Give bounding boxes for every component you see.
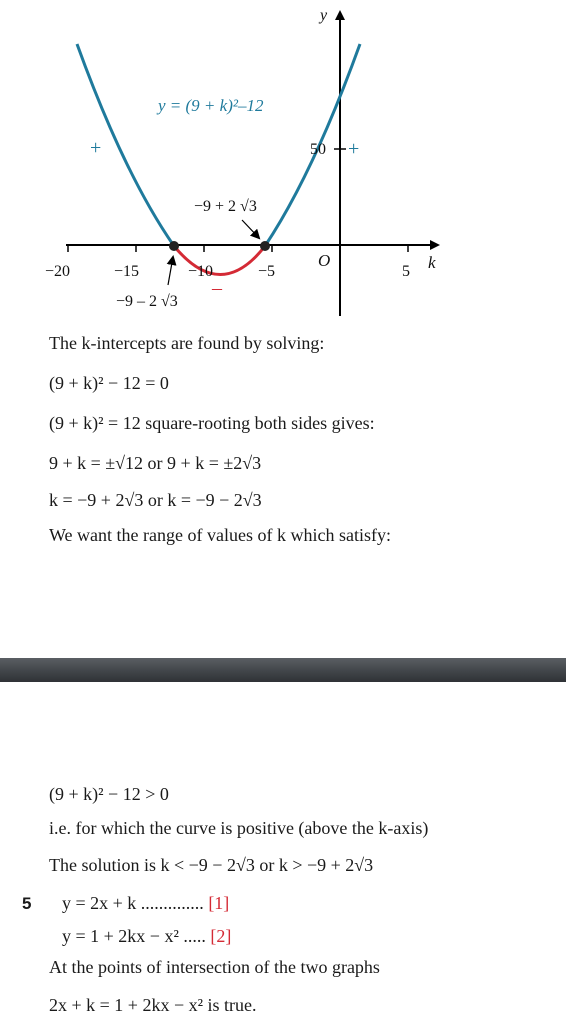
equation-a: y = 2x + k ..............	[62, 893, 204, 913]
x-tick-label-5: 5	[402, 263, 410, 280]
y-axis-label: y	[320, 7, 328, 24]
x-tick-label-neg5: −5	[258, 263, 276, 280]
equation-4: k = −9 + 2√3 or k = −9 − 2√3	[49, 490, 262, 510]
intro-text: The k-intercepts are found by solving:	[49, 333, 325, 353]
solution-text: The solution is k < −9 − 2√3 or k > −9 + 2√3	[49, 855, 374, 875]
range-text: We want the range of values of k which satisfy:	[49, 525, 391, 545]
question-number: 5	[22, 894, 32, 913]
ie-text: i.e. for which the curve is positive (above the k-axis)	[49, 818, 429, 838]
plus-sign-left: +	[90, 137, 102, 159]
equation-3: 9 + k = ±√12 or 9 + k = ±2√3	[49, 453, 262, 473]
root-point-right	[260, 241, 270, 251]
x-tick-label-neg10: −10	[188, 263, 214, 280]
final-equation: 2x + k = 1 + 2kx − x² is true.	[49, 995, 257, 1015]
upper-root-label: −9 + 2 √3	[194, 198, 257, 215]
curve-label: y = (9 + k)²–12	[158, 96, 264, 115]
lower-root-label: −9 – 2 √3	[116, 293, 178, 310]
intersection-text: At the points of intersection of the two graphs	[49, 957, 380, 977]
pointer-upper-root	[242, 220, 259, 238]
x-tick-label-neg20: −20	[45, 263, 71, 280]
x-axis-label: k	[428, 253, 436, 272]
equation-b-ref: [2]	[210, 926, 232, 946]
y-tick-label-50: 50	[310, 141, 326, 158]
page-divider	[0, 658, 566, 682]
equation-a-ref: [1]	[208, 893, 230, 913]
equation-b: y = 1 + 2kx − x² .....	[62, 926, 206, 946]
minus-sign: –	[212, 277, 222, 299]
equation-a-row	[62, 893, 229, 914]
parabola-graph	[0, 0, 566, 330]
pointer-lower-root	[168, 257, 173, 285]
equation-2: (9 + k)² = 12 square-rooting both sides gives:	[49, 413, 375, 433]
x-ticks	[68, 245, 408, 252]
plus-sign-right: +	[348, 138, 360, 160]
equation-b-row	[62, 926, 231, 947]
inequality: (9 + k)² − 12 > 0	[49, 784, 169, 804]
x-tick-label-neg15: −15	[114, 263, 140, 280]
root-point-left	[169, 241, 179, 251]
origin-label: O	[318, 251, 331, 270]
equation-1: (9 + k)² − 12 = 0	[49, 373, 169, 393]
